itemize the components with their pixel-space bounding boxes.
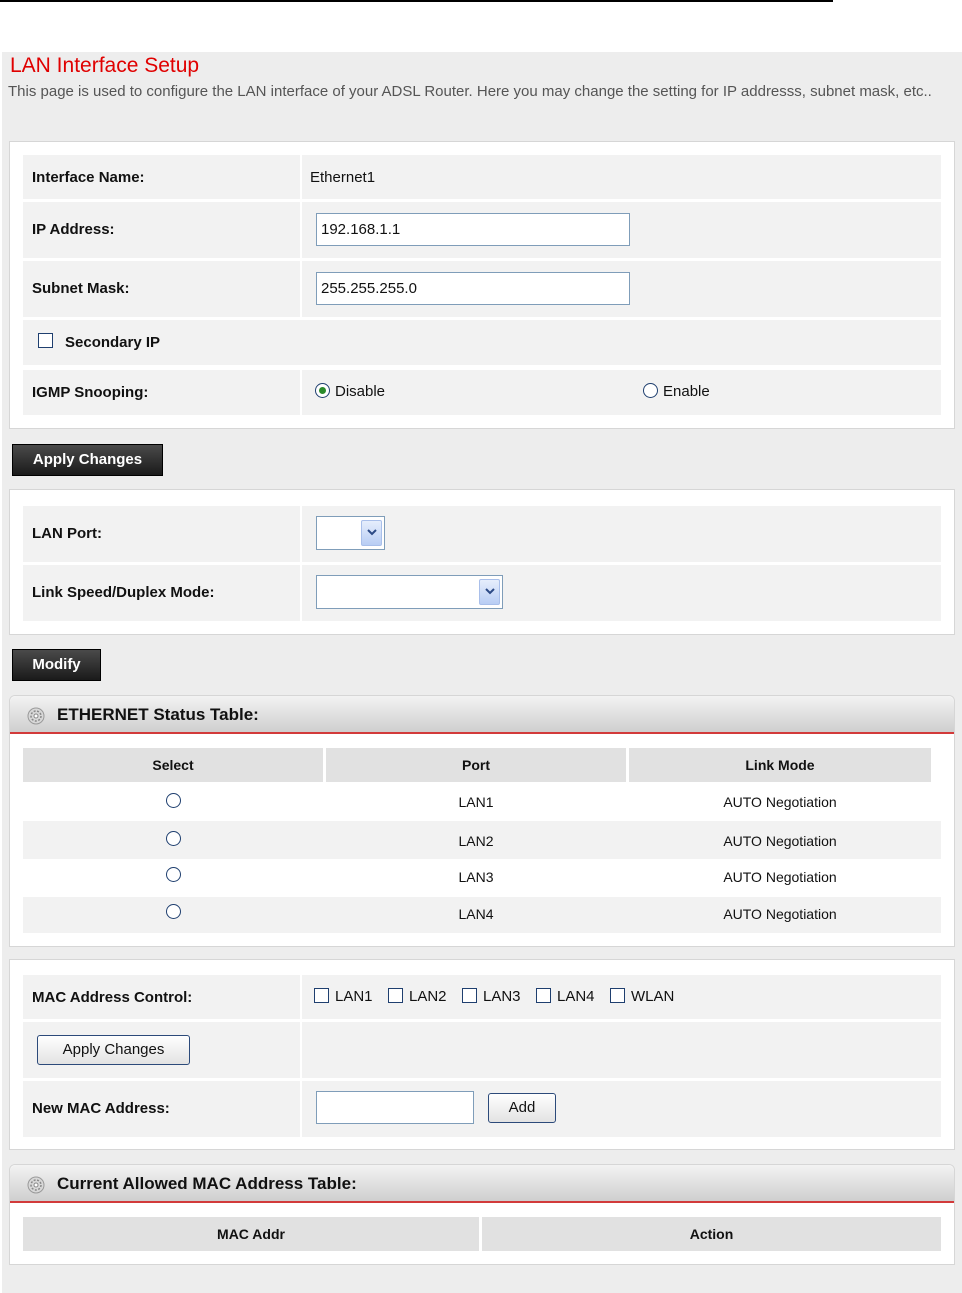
lan-port-row <box>23 506 941 562</box>
ip-address-input[interactable] <box>316 213 630 246</box>
ethernet-table-header <box>10 696 954 734</box>
column-header-mac-addr: MAC Addr <box>23 1217 479 1251</box>
mac-lan1-label: LAN1 <box>335 988 373 1005</box>
mac-table-title: Current Allowed MAC Address Table: <box>57 1174 357 1193</box>
igmp-disable-label: Disable <box>335 383 386 400</box>
mac-lan4-label: LAN4 <box>557 988 595 1005</box>
port-cell: LAN4 <box>458 906 494 922</box>
top-rule <box>0 0 833 2</box>
column-header-select: Select <box>23 748 323 782</box>
link-speed-row <box>23 565 941 621</box>
row-select-radio[interactable] <box>166 867 181 882</box>
interface-name-label: Interface Name: <box>32 169 145 186</box>
add-mac-button[interactable]: Add <box>488 1093 556 1123</box>
port-settings-panel <box>9 489 955 635</box>
mac-table-panel <box>9 1164 955 1265</box>
column-header-port: Port <box>326 748 626 782</box>
ip-address-label: IP Address: <box>32 221 115 238</box>
mac-apply-changes-button[interactable]: Apply Changes <box>37 1035 190 1065</box>
mac-control-panel <box>9 959 955 1150</box>
apply-changes-button[interactable]: Apply Changes <box>12 444 163 476</box>
chevron-down-icon <box>361 520 382 546</box>
port-cell: LAN3 <box>458 869 494 885</box>
table-row <box>23 897 941 933</box>
igmp-label: IGMP Snooping: <box>32 384 149 401</box>
row-select-radio[interactable] <box>166 904 181 919</box>
ethernet-table-title: ETHERNET Status Table: <box>57 705 259 724</box>
column-header-action: Action <box>482 1217 941 1251</box>
igmp-disable-radio[interactable] <box>315 383 330 398</box>
mac-control-label: MAC Address Control: <box>32 989 193 1006</box>
interface-name-value: Ethernet1 <box>310 169 376 186</box>
lan-settings-panel <box>9 141 955 429</box>
page-title: LAN Interface Setup <box>10 54 200 77</box>
ethernet-status-panel <box>9 695 955 947</box>
mac-table-header <box>10 1165 954 1203</box>
link-mode-cell: AUTO Negotiation <box>723 906 837 922</box>
secondary-ip-checkbox[interactable] <box>38 333 53 348</box>
mac-apply-row <box>23 1022 941 1078</box>
new-mac-input[interactable] <box>316 1091 474 1124</box>
link-mode-cell: AUTO Negotiation <box>723 833 837 849</box>
secondary-ip-row <box>23 320 941 365</box>
table-row <box>23 783 941 821</box>
port-cell: LAN2 <box>458 833 494 849</box>
new-mac-label: New MAC Address: <box>32 1100 170 1117</box>
row-select-radio[interactable] <box>166 831 181 846</box>
subnet-mask-input[interactable] <box>316 272 630 305</box>
row-select-radio[interactable] <box>166 793 181 808</box>
link-speed-label: Link Speed/Duplex Mode: <box>32 584 215 601</box>
igmp-enable-label: Enable <box>663 383 710 400</box>
secondary-ip-label: Secondary IP <box>65 334 161 351</box>
table-row <box>23 859 941 897</box>
gear-icon <box>26 1175 46 1195</box>
new-mac-row <box>23 1081 941 1137</box>
chevron-down-icon <box>479 579 500 605</box>
lan-port-select[interactable] <box>316 516 385 550</box>
mac-lan1-checkbox[interactable] <box>314 988 329 1003</box>
mac-wlan-label: WLAN <box>631 988 675 1005</box>
mac-lan2-checkbox[interactable] <box>388 988 403 1003</box>
subnet-mask-label: Subnet Mask: <box>32 280 130 297</box>
mac-lan3-label: LAN3 <box>483 988 521 1005</box>
subnet-mask-row <box>23 261 941 317</box>
mac-wlan-checkbox[interactable] <box>610 988 625 1003</box>
igmp-row <box>23 370 941 415</box>
column-header-link-mode: Link Mode <box>629 748 931 782</box>
lan-port-label: LAN Port: <box>32 525 102 542</box>
mac-lan3-checkbox[interactable] <box>462 988 477 1003</box>
link-mode-cell: AUTO Negotiation <box>723 869 837 885</box>
interface-name-row <box>23 155 941 199</box>
page-description: This page is used to configure the LAN interface of your ADSL Router. Here you may change the setting for IP addresss, subnet mask, etc.. <box>8 83 932 100</box>
igmp-enable-radio[interactable] <box>643 383 658 398</box>
modify-button[interactable]: Modify <box>12 649 101 681</box>
link-speed-select[interactable] <box>316 575 503 609</box>
mac-lan4-checkbox[interactable] <box>536 988 551 1003</box>
mac-lan2-label: LAN2 <box>409 988 447 1005</box>
mac-control-row <box>23 975 941 1019</box>
port-cell: LAN1 <box>458 794 494 810</box>
table-row <box>23 821 941 859</box>
lan-interface-page <box>2 52 962 1293</box>
link-mode-cell: AUTO Negotiation <box>723 794 837 810</box>
ip-address-row <box>23 202 941 258</box>
gear-icon <box>26 706 46 726</box>
